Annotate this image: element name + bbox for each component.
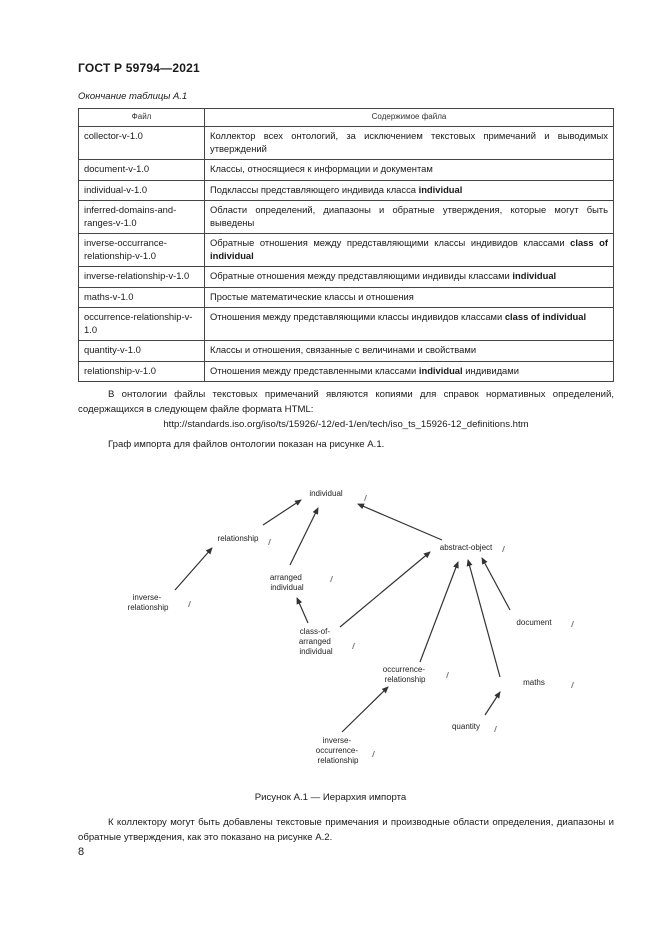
node-individual: individual — [309, 489, 343, 498]
definitions-url: http://standards.iso.org/iso/ts/15926/-12/ed-1/en/tech/iso_ts_15926-12_definitions.htm — [163, 419, 529, 430]
file-name-cell: occurrence-relationship-v-1.0 — [79, 308, 205, 341]
table-row — [79, 308, 614, 341]
figure-caption: Рисунок А.1 — Иерархия импорта — [254, 792, 407, 803]
file-name-cell: inverse-relationship-v-1.0 — [79, 267, 205, 288]
file-content-cell — [205, 180, 614, 201]
content-text: Простые математические классы и отношения — [210, 290, 414, 302]
edge-inverse-relationship-to-relationship — [175, 548, 212, 590]
edge-class-of-arranged-individual-to-abstract-object — [340, 552, 430, 627]
table-row — [79, 160, 614, 181]
import-hierarchy-graph — [0, 470, 661, 780]
node-class-of-arranged-individual — [299, 627, 333, 656]
node-inverse-occurrence-relationship — [316, 736, 360, 765]
content-text: Подклассы представляющего индивида класса — [210, 183, 419, 195]
node-inverse-occurrence-relationship-line-2: occurrence- — [315, 746, 359, 755]
content-text: Коллектор всех онтологий, за исключением текстовых примечаний и выводимых утверждений — [210, 130, 608, 154]
table-caption: Окончание таблицы А.1 — [78, 91, 188, 102]
edge-document-to-abstract-object — [482, 558, 510, 610]
content-text: индивидами — [462, 364, 519, 376]
node-class-of-arranged-individual-line-1: class-of- — [299, 627, 330, 636]
file-content-cell — [205, 308, 614, 341]
file-content-cell — [205, 160, 614, 181]
table-header-row — [79, 109, 614, 127]
artifact-mark-abstract-object — [502, 546, 505, 552]
file-name-cell: inferred-domains-and-ranges-v-1.0 — [79, 201, 205, 234]
content-text: Обратные отношения между представляющими индивиды классами — [210, 270, 513, 281]
content-text: Обратные отношения между представляющими классы индивидов классами — [210, 237, 571, 248]
file-content-cell — [205, 127, 614, 160]
class-name-term: individual — [418, 183, 463, 195]
artifact-mark-individual — [364, 495, 367, 501]
class-name-term: class of individual — [210, 237, 608, 261]
file-name-cell: collector-v-1.0 — [79, 127, 205, 160]
node-inverse-relationship-line-2: relationship — [127, 603, 169, 612]
paragraph-import-graph: Граф импорта для файлов онтологии показан на рисунке А.1. — [108, 439, 385, 450]
column-header-content: Содержимое файла — [205, 109, 614, 127]
class-name-term: individual — [418, 364, 463, 376]
content-text: Отношения между представляющими классы индивидов классами — [210, 311, 505, 322]
file-name-cell: individual-v-1.0 — [79, 180, 205, 201]
node-arranged-individual — [270, 573, 304, 592]
edge-abstract-object-to-individual — [358, 504, 442, 540]
edge-relationship-to-individual — [263, 500, 301, 525]
file-content-cell — [205, 234, 614, 267]
column-header-file: Файл — [79, 109, 205, 127]
node-occurrence-relationship-line-1: occurrence- — [382, 665, 426, 674]
file-content-cell — [205, 201, 614, 234]
edge-occurrence-relationship-to-abstract-object — [420, 562, 458, 662]
node-relationship: relationship — [217, 534, 259, 543]
node-inverse-relationship-line-1: inverse- — [132, 593, 162, 602]
node-occurrence-relationship — [383, 665, 427, 684]
edge-quantity-to-maths — [485, 692, 500, 715]
node-class-of-arranged-individual-line-2: arranged — [298, 637, 331, 646]
node-maths: maths — [523, 678, 545, 687]
table-row — [79, 267, 614, 288]
file-name-cell: document-v-1.0 — [79, 160, 205, 181]
edge-arranged-individual-to-individual — [290, 508, 318, 565]
file-content-cell — [205, 287, 614, 308]
artifact-mark-inverse-relationship — [188, 601, 191, 607]
artifact-mark-document — [571, 621, 574, 627]
node-document: document — [516, 618, 552, 627]
node-inverse-relationship — [128, 593, 169, 612]
artifact-mark-relationship — [268, 539, 271, 545]
node-inverse-occurrence-relationship-line-1: inverse- — [322, 736, 352, 745]
paragraph-collector-additions: К коллектору могут быть добавлены текстовые примечания и производные области определения, диапазоны и обратные утверждения, как это показано на рисунке А.2. — [78, 817, 614, 843]
file-name-cell: inverse-occurrance-relationship-v-1.0 — [79, 234, 205, 267]
artifact-mark-class-of-arranged — [352, 643, 355, 649]
artifact-mark-inverse-occurrence — [372, 751, 375, 757]
content-text: Области определений, диапазоны и обратные утверждения, которые могут быть выведены — [210, 204, 608, 228]
node-quantity: quantity — [451, 722, 481, 731]
node-class-of-arranged-individual-line-3: individual — [299, 647, 333, 656]
table-body — [79, 127, 614, 382]
page-number: 8 — [78, 846, 85, 858]
content-text: Классы, относящиеся к информации и документам — [210, 163, 433, 174]
file-content-cell — [205, 361, 614, 382]
node-arranged-individual-line-2: individual — [270, 583, 304, 592]
table-row — [79, 180, 614, 201]
node-inverse-occurrence-relationship-line-3: relationship — [317, 756, 359, 765]
content-text: Отношения между представленными классами — [210, 364, 419, 376]
file-name-cell: quantity-v-1.0 — [79, 341, 205, 362]
artifact-mark-quantity — [494, 726, 497, 732]
edge-maths-to-abstract-object — [468, 560, 500, 677]
table-row — [79, 341, 614, 362]
table-row — [79, 361, 614, 382]
node-abstract-object: abstract-object — [439, 543, 493, 552]
file-content-cell — [205, 267, 614, 288]
node-occurrence-relationship-line-2: relationship — [384, 675, 426, 684]
file-name-cell: maths-v-1.0 — [79, 287, 205, 308]
class-name-term: class of individual — [504, 311, 587, 322]
document-title: ГОСТ Р 59794—2021 — [78, 61, 200, 75]
files-table — [78, 108, 614, 382]
file-name-cell: relationship-v-1.0 — [79, 361, 205, 382]
node-arranged-individual-line-1: arranged — [269, 573, 302, 582]
artifact-mark-arranged-individual — [330, 576, 333, 582]
table-row — [79, 234, 614, 267]
artifact-mark-maths — [571, 682, 574, 688]
class-name-term: individual — [512, 270, 557, 281]
file-content-cell — [205, 341, 614, 362]
table-row — [79, 201, 614, 234]
artifact-mark-occurrence — [446, 672, 449, 678]
edge-inverse-occurrence-relationship-to-occurrence-relationship — [342, 687, 388, 732]
table-row — [79, 127, 614, 160]
content-text: Классы и отношения, связанные с величинами и свойствами — [210, 344, 477, 355]
edge-class-of-arranged-individual-to-arranged-individual — [297, 598, 308, 623]
table-row — [79, 287, 614, 308]
paragraph-html-notes: В онтологии файлы текстовых примечаний являются копиями для справок нормативных определений, содержащихся в следующем файле формата HTML: — [78, 389, 614, 415]
